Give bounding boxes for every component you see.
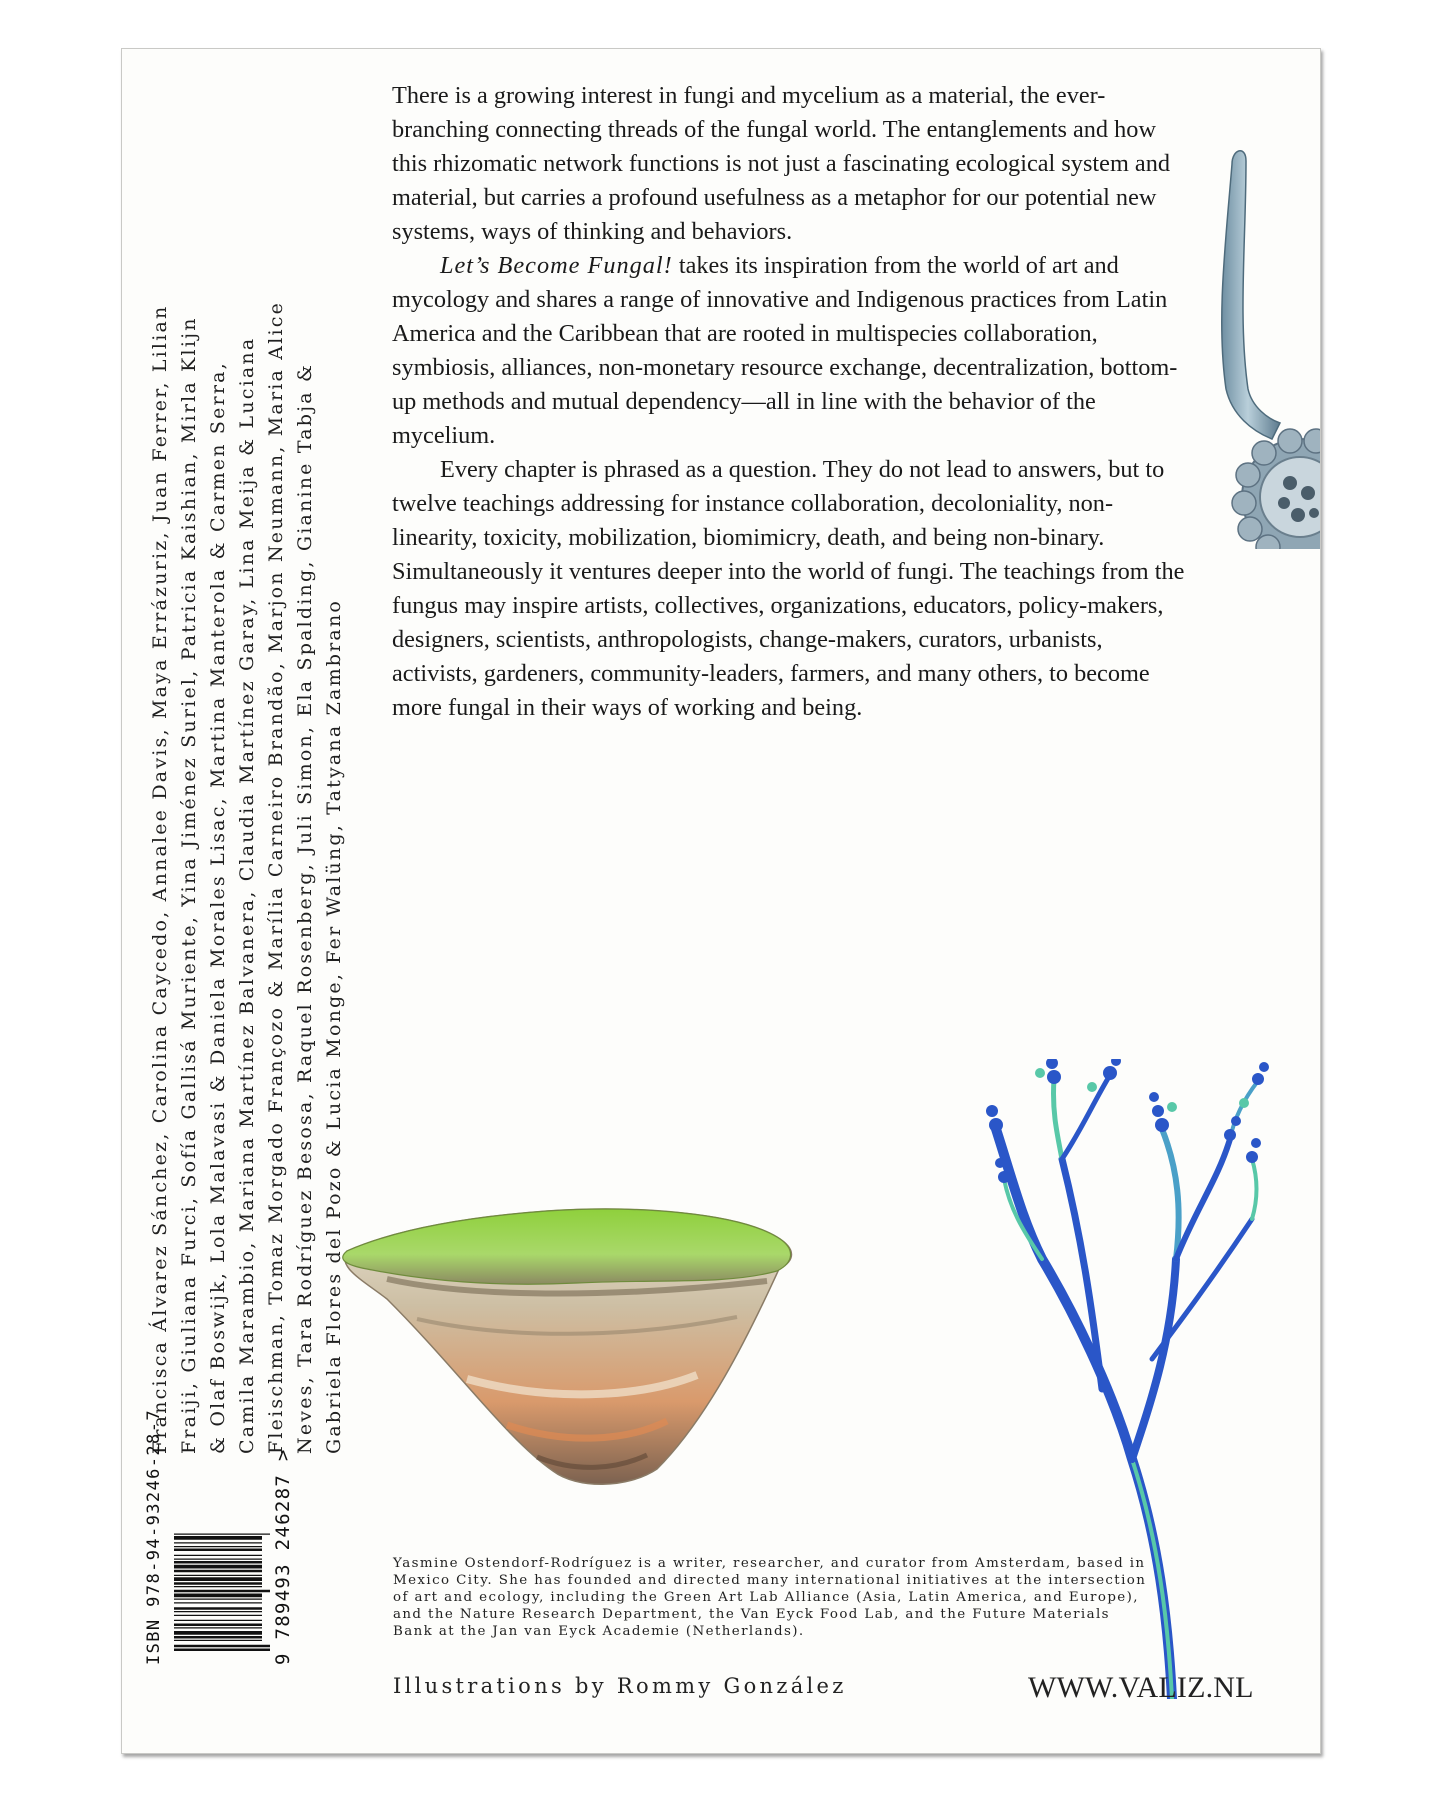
blurb-paragraph-rest: takes its inspiration from the world of art and mycology and shares a range of innovative and Indigenous practices from Latin America and the Caribbean that are rooted in multispecies collaboration, symbiosis, alliances, non-monetary resource exchange, decentralization, bottom-up methods and mutual dependency—all in line with the behavior of the mycelium. xyxy=(392,252,1178,449)
contributors-line: Fraiji, Giuliana Furci, Sofía Gallisá Muriente, Yina Jiménez Suriel, Patricia Kaishian, Mirla Klijn xyxy=(178,316,200,1454)
contributors-line: Fleischman, Tomaz Morgado Françozo & Marília Carneiro Brandão, Marjon Neumann, Maria Alice xyxy=(265,300,287,1454)
blurb-paragraph: Every chapter is phrased as a question. They do not lead to answers, but to twelve teachings addressing for instance collaboration, decoloniality, non-linearity, toxicity, mobilization, biomimicry, death, and being non-binary. Simultaneously it ventures deeper into the world of fungi. The teachings from the fungus may inspire artists, collectives, organizations, educators, policy-makers, designers, scientists, anthropologists, change-makers, curators, urbanists, activists, gardeners, community-leaders, farmers, and many others, to become more fungal in their ways of working and being. xyxy=(392,456,1185,721)
barcode-block xyxy=(144,1409,324,1665)
publisher-url[interactable]: WWW.VALIZ.NL xyxy=(1028,1671,1254,1704)
sporangium-illustration-icon xyxy=(1202,89,1320,549)
blurb-text xyxy=(392,79,1192,725)
contributors-list xyxy=(146,82,345,1454)
contributors-line: Gabriela Flores del Pozo & Lucia Monge, Fer Walüng, Tatyana Zambrano xyxy=(323,598,345,1454)
contributors-line: Camila Marambio, Mariana Martínez Balvanera, Claudia Martínez Garay, Lina Meija & Luciana xyxy=(236,336,258,1454)
contributors-line: & Olaf Boswijk, Lola Malavasi & Daniela Morales Lisac, Martina Manterola & Carmen Serra, xyxy=(207,361,229,1454)
barcode-icon xyxy=(174,1441,270,1651)
barcode-digits: 9 789493 246287 > xyxy=(272,1448,294,1665)
bracket-fungus-illustration-icon xyxy=(327,1189,847,1499)
isbn-label: ISBN 978-94-93246-28-7 xyxy=(144,1409,164,1665)
author-bio: Yasmine Ostendorf-Rodríguez is a writer, researcher, and curator from Amsterdam, based in Mexico City. She has founded and directed many international initiatives at the intersection of art and ecology, including the Green Art Lab Alliance (Asia, Latin America, and Europe), and the Nature Research Department, the Van Eyck Food Lab, and the Future Materials Bank at the Jan van Eyck Academie (Netherlands). xyxy=(393,1556,1147,1639)
blurb-paragraph: There is a growing interest in fungi and mycelium as a material, the ever-branching connecting threads of the fungal world. The entanglements and how this rhizomatic network functions is not just a fascinating ecological system and material, but carries a profound usefulness as a metaphor for our potential new systems, ways of thinking and behaviors. xyxy=(392,82,1170,245)
illustration-credit: Illustrations by Rommy González xyxy=(393,1674,847,1698)
contributors-line: Francisca Álvarez Sánchez, Carolina Caycedo, Annalee Davis, Maya Errázuriz, Juan Ferrer, Lilian xyxy=(149,304,171,1454)
book-title-inline: Let’s Become Fungal! xyxy=(440,252,673,279)
contributors-line: Neves, Tara Rodríguez Besosa, Raquel Rosenberg, Juli Simon, Ela Spalding, Gianine Tabja & xyxy=(294,362,316,1454)
book-back-cover xyxy=(121,48,1321,1754)
blurb-paragraph xyxy=(392,249,1192,453)
